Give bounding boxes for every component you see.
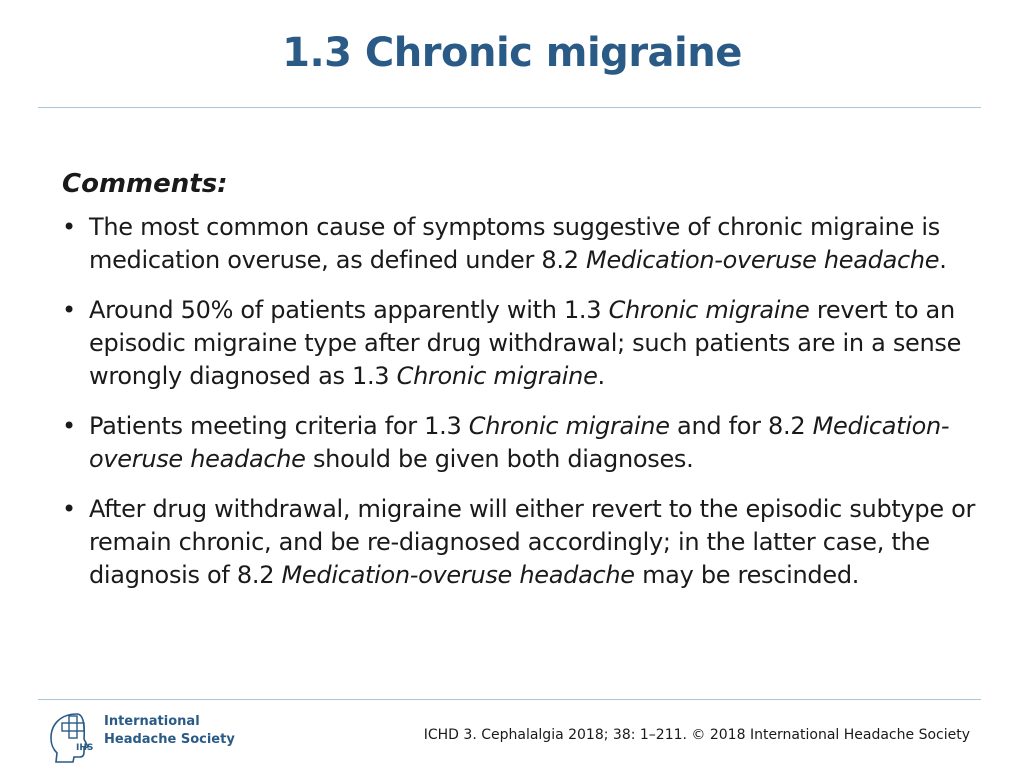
bullet-text: Around 50% of patients apparently with 1.3 <box>89 296 609 324</box>
bullet-text: Patients meeting criteria for 1.3 <box>89 412 469 440</box>
bullet-text: After drug withdrawal, migraine will either revert to the episodic subtype or remain chronic, and be re-diagnosed accordingly; in the latter case, the diagnosis of 8.2 <box>89 495 976 589</box>
slide-body <box>62 168 977 609</box>
bullet-text: The most common cause of symptoms suggestive of chronic migraine is medication overuse, as defined under 8.2 <box>89 213 940 274</box>
comments-list <box>62 211 977 592</box>
italic-term: Medication-overuse headache <box>586 246 940 274</box>
comment-bullet <box>62 410 977 476</box>
footer-divider <box>38 699 981 700</box>
bullet-text: . <box>939 246 947 274</box>
citation: ICHD 3. Cephalalgia 2018; 38: 1–211. © 2018 International Headache Society <box>423 727 970 743</box>
italic-term: Medication-overuse headache <box>89 412 950 473</box>
italic-term: Medication-overuse headache <box>281 561 635 589</box>
logo-line-1: International <box>104 714 200 729</box>
comment-bullet <box>62 493 977 592</box>
logo-mark: IHS <box>76 743 94 753</box>
bullet-text: revert to an episodic migraine type after drug withdrawal; such patients are in a sense wrongly diagnosed as 1.3 <box>89 296 962 390</box>
bullet-text: should be given both diagnoses. <box>305 445 694 473</box>
italic-term: Chronic migraine <box>608 296 810 324</box>
bullet-text: may be rescinded. <box>634 561 860 589</box>
bullet-dot: • <box>62 412 76 440</box>
comments-heading: Comments: <box>62 169 228 199</box>
italic-term: Chronic migraine <box>468 412 670 440</box>
bullet-text: . <box>597 362 605 390</box>
logo-line-2: Headache Society <box>104 732 235 747</box>
logo-wordmark <box>104 713 235 749</box>
title-divider <box>38 107 981 108</box>
bullet-text: and for 8.2 <box>669 412 813 440</box>
bullet-dot: • <box>62 495 76 523</box>
bullet-dot: • <box>62 296 76 324</box>
bullet-dot: • <box>62 213 76 241</box>
comment-bullet <box>62 294 977 393</box>
comment-bullet <box>62 211 977 277</box>
italic-term: Chronic migraine <box>396 362 598 390</box>
slide-title: 1.3 Chronic migraine <box>282 30 742 76</box>
